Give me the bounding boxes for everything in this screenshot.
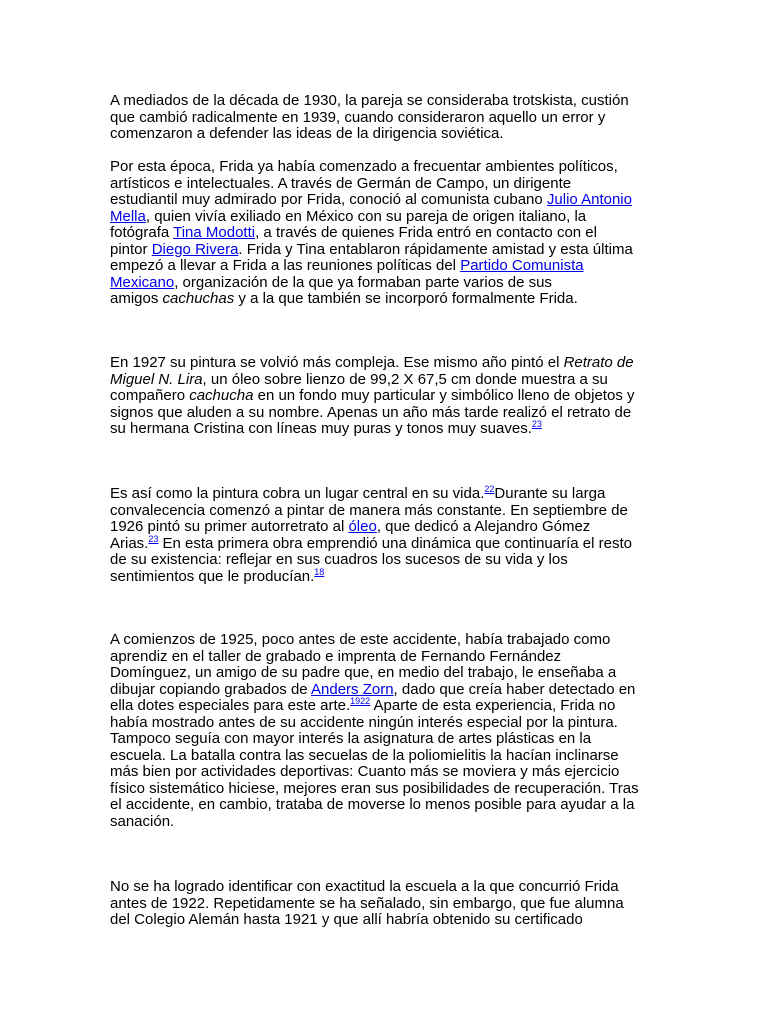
text-segment: dibujar copiando grabados de [110, 680, 311, 698]
text-segment: . Frida y Tina entablaron rápidamente amistad y esta última [238, 240, 633, 258]
text-segment: estudiantil muy admirado por Frida, conoció al comunista cubano [110, 191, 547, 208]
text-line: Domínguez, un amigo de su padre que, en medio del trabajo, le enseñaba a [110, 664, 617, 681]
text-line [110, 209, 660, 226]
text-segment: 1926 pintó su primer autorretrato al [110, 518, 349, 535]
text-segment: empezó a llevar a Frida a las reuniones políticas del [110, 257, 461, 274]
text-line [110, 533, 660, 553]
text-segment: amigos [110, 290, 163, 307]
text-line: artísticos e intelectuales. A través de Germán de Campo, un dirigente [110, 174, 572, 192]
paragraph-retrato-lira [110, 355, 660, 438]
text-line [110, 192, 660, 209]
text-line: que cambió radicalmente en 1939, cuando consideraron aquello un error y [110, 108, 606, 126]
reference-link[interactable]: 23 [148, 533, 159, 544]
link-tina-modotti[interactable]: Tina Modotti [173, 224, 256, 241]
reference-link[interactable]: 23 [531, 419, 542, 429]
text-line: físico sistemático hiciese, mejores eran sus posibilidades de recuperación. Tras [110, 779, 639, 797]
text-segment: , un óleo sobre lienzo de 99,2 X 67,5 cm donde muestra a su [202, 370, 608, 388]
paragraph-pintura-central [110, 486, 660, 585]
text-line [110, 225, 660, 242]
text-line [110, 258, 660, 275]
link-anders-zorn[interactable]: Anders Zorn [311, 680, 394, 698]
paragraph-trotskista [110, 93, 660, 143]
text-line: No se ha logrado identificar con exactitud la escuela a la que concurrió Frida [110, 878, 619, 895]
text-line [110, 355, 660, 372]
text-line [110, 372, 660, 389]
text-segment: En 1927 su pintura se volvió más compleja. Ese mismo año pintó el [110, 354, 564, 371]
text-segment: Aparte de esta experiencia, Frida no [370, 697, 616, 714]
text-line: Por esta época, Frida ya había comenzado a frecuentar ambientes políticos, [110, 158, 618, 175]
link-julio-antonio-mella-cont[interactable]: Mella [110, 207, 146, 225]
paragraph-ambientes-politicos [110, 159, 660, 308]
reference-link[interactable]: 1922 [350, 696, 371, 706]
text-line: A mediados de la década de 1930, la pareja se consideraba trotskista, custión [110, 92, 629, 109]
text-segment: en un fondo muy particular y simbólico lleno de objetos y [253, 387, 635, 404]
text-line [110, 275, 660, 292]
italic-title: Miguel N. Lira [110, 370, 203, 388]
link-partido-comunista-cont[interactable]: Mexicano [110, 273, 175, 291]
italic-term: cachuchas [162, 290, 235, 307]
reference-link[interactable]: 18 [314, 566, 325, 577]
link-oleo[interactable]: óleo [348, 518, 377, 535]
text-line: A comienzos de 1925, poco antes de este accidente, había trabajado como [110, 631, 611, 648]
text-line [110, 519, 660, 536]
text-line: del Colegio Alemán hasta 1921 y que allí habría obtenido su certificado [110, 911, 583, 928]
text-line: Tampoco seguía con mayor interés la asignatura de artes plásticas en la [110, 730, 592, 747]
text-line: antes de 1922. Repetidamente se ha señalado, sin embargo, que fue alumna [110, 894, 624, 912]
text-segment: , a través de quienes Frida entró en contacto con el [255, 224, 597, 241]
text-line [110, 421, 660, 438]
text-segment: y a la que también se incorporó formalmente Frida. [234, 290, 578, 307]
text-line [110, 291, 660, 308]
text-segment: En esta primera obra emprendió una dinámica que continuaría el resto [158, 534, 632, 552]
italic-title: Retrato de [563, 354, 634, 371]
text-line: había mostrado antes de su accidente ningún interés especial por la pintura. [110, 713, 618, 731]
text-segment: su hermana Cristina con líneas muy puras y tonos muy suaves. [110, 420, 532, 437]
text-line [110, 486, 660, 503]
text-segment: , que dedicó a Alejandro Gómez [376, 518, 591, 535]
text-segment: fotógrafa [110, 224, 174, 241]
text-line: aprendiz en el taller de grabado e imprenta de Fernando Fernández [110, 647, 562, 665]
paragraph-escuela [110, 879, 660, 929]
text-line: escuela. La batalla contra las secuelas de la poliomielitis la hacían inclinarse [110, 746, 619, 764]
text-segment: Durante su larga [494, 485, 606, 502]
italic-term: cachucha [189, 387, 254, 404]
link-julio-antonio-mella[interactable]: Julio Antonio [546, 191, 632, 208]
text-line [110, 388, 660, 405]
text-line: de su existencia: reflejar en sus cuadros los sucesos de su vida y los [110, 551, 568, 568]
text-segment: Arias. [110, 534, 149, 552]
text-line: comenzaron a defender las ideas de la dirigencia soviética. [110, 125, 504, 142]
text-line: más bien por actividades deportivas: Cuanto más se moviera y más ejercicio [110, 763, 620, 780]
text-line: convalecencia comenzó a pintar de manera más constante. En septiembre de [110, 501, 628, 519]
text-segment: , quien vivía exiliado en México con su pareja de origen italiano, la [145, 207, 587, 225]
text-line [110, 682, 660, 699]
text-line [110, 698, 660, 715]
text-line: signos que aluden a su nombre. Apenas un año más tarde realizó el retrato de [110, 403, 632, 421]
text-segment: pintor [110, 240, 152, 258]
text-segment: , dado que creía haber detectado en [393, 680, 636, 698]
text-line [110, 242, 660, 259]
link-diego-rivera[interactable]: Diego Rivera [151, 240, 239, 258]
text-line: sanación. [110, 812, 175, 830]
text-segment: compañero [110, 387, 190, 404]
text-line: el accidente, en cambio, trataba de moverse lo menos posible para ayudar a la [110, 796, 635, 813]
reference-link[interactable]: 22 [484, 484, 495, 494]
text-segment: ella dotes especiales para este arte. [110, 697, 351, 714]
link-partido-comunista[interactable]: Partido Comunista [460, 257, 584, 274]
text-segment: Es así como la pintura cobra un lugar central en su vida. [110, 485, 485, 502]
paragraph-taller-grabado [110, 632, 660, 830]
text-segment: , organización de la que ya formaban parte varios de sus [174, 273, 552, 291]
text-segment: sentimientos que le producían. [110, 567, 315, 585]
text-line [110, 566, 660, 586]
